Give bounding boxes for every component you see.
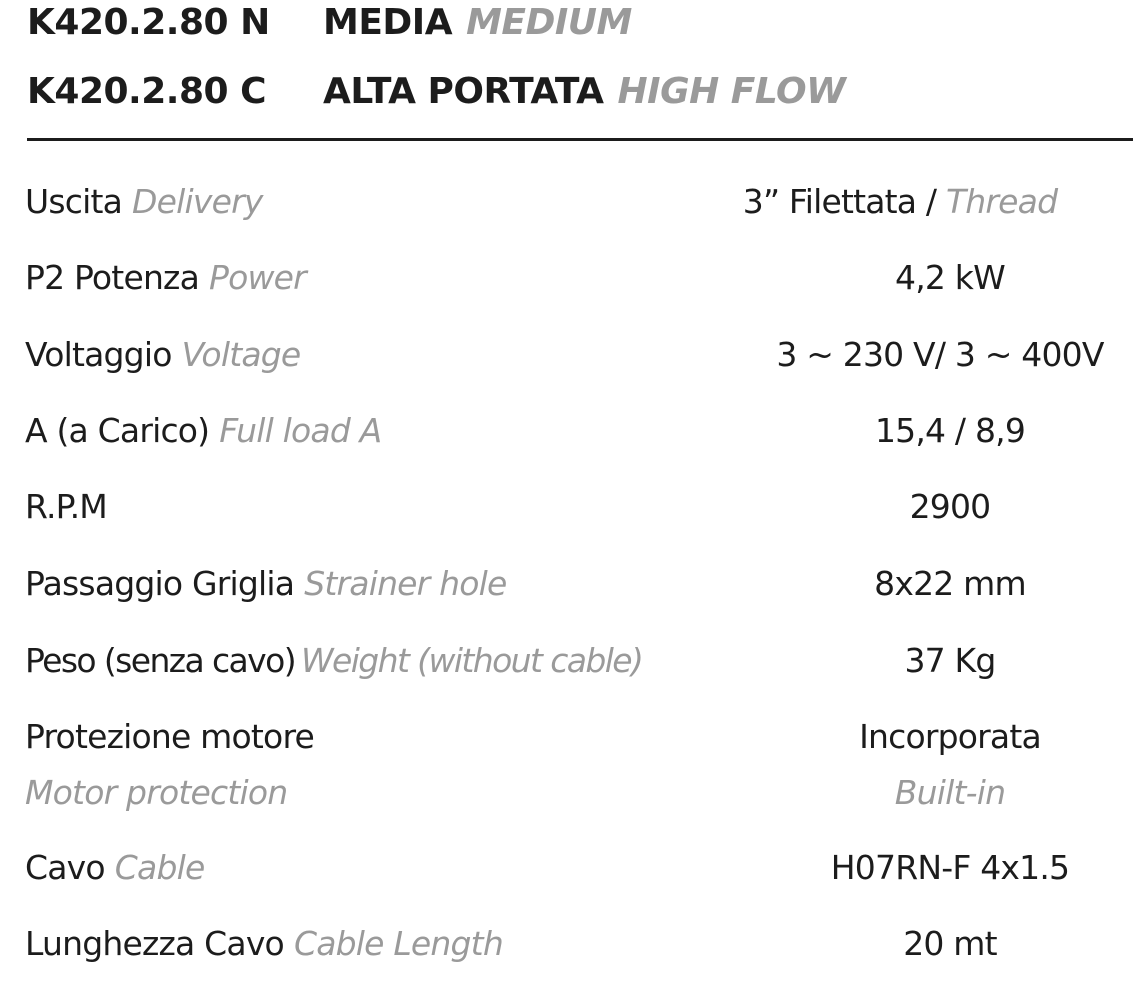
- model-code: K420.2.80 C: [27, 71, 266, 112]
- spec-label-it: Voltaggio: [25, 335, 172, 374]
- spec-value: 37 Kg: [904, 641, 996, 680]
- spec-label-en: Cable: [114, 848, 205, 887]
- spec-label: [25, 564, 507, 603]
- spec-label: [25, 924, 503, 963]
- spec-value: 2900: [909, 487, 991, 526]
- spec-value-en: Thread: [945, 182, 1058, 221]
- spec-value: 4,2 kW: [895, 258, 1005, 297]
- spec-label-it: Passaggio Griglia: [25, 564, 295, 603]
- model-title-it: ALTA PORTATA: [323, 71, 604, 112]
- spec-label-en: Full load A: [219, 411, 382, 450]
- spec-label-it: R.P.M: [25, 487, 107, 526]
- spec-label-en: Motor protection: [25, 773, 288, 812]
- spec-label-it: P2 Potenza: [25, 258, 199, 297]
- model-title: [323, 2, 632, 43]
- spec-label: [25, 641, 642, 680]
- spec-label: [25, 848, 204, 887]
- spec-label-en: Strainer hole: [304, 564, 507, 603]
- spec-value-it: Incorporata: [859, 717, 1041, 756]
- spec-value: 3 ~ 230 V/ 3 ~ 400V: [776, 335, 1104, 374]
- spec-label: [25, 258, 306, 297]
- spec-label-en: Weight (without cable): [300, 641, 643, 680]
- spec-label-it: Protezione motore: [25, 717, 314, 756]
- spec-label-en: Voltage: [181, 335, 301, 374]
- header-divider: [27, 138, 1133, 141]
- spec-label-it: A (a Carico): [25, 411, 210, 450]
- spec-value: H07RN-F 4x1.5: [830, 848, 1070, 887]
- spec-label-it: Peso (senza cavo): [25, 641, 295, 680]
- spec-value: 8x22 mm: [874, 564, 1026, 603]
- spec-value: [700, 182, 1100, 221]
- model-title-it: MEDIA: [323, 2, 453, 43]
- spec-value-it: 3” Filettata /: [742, 182, 937, 221]
- model-title-en: HIGH FLOW: [617, 71, 846, 112]
- spec-label: [25, 411, 381, 450]
- model-code: K420.2.80 N: [27, 2, 270, 43]
- model-title: [323, 71, 845, 112]
- spec-label: [25, 182, 263, 221]
- spec-label-it: Lunghezza Cavo: [25, 924, 284, 963]
- spec-label: [25, 487, 107, 526]
- spec-label-en: Power: [209, 258, 306, 297]
- spec-label-it: Cavo: [25, 848, 105, 887]
- spec-label-it: Uscita: [25, 182, 123, 221]
- spec-label-en: Delivery: [132, 182, 263, 221]
- model-title-en: MEDIUM: [466, 2, 632, 43]
- spec-label: [25, 335, 300, 374]
- spec-value: 20 mt: [903, 924, 997, 963]
- spec-value-en: Built-in: [894, 773, 1006, 812]
- spec-value: 15,4 / 8,9: [874, 411, 1026, 450]
- spec-label-en: Cable Length: [293, 924, 503, 963]
